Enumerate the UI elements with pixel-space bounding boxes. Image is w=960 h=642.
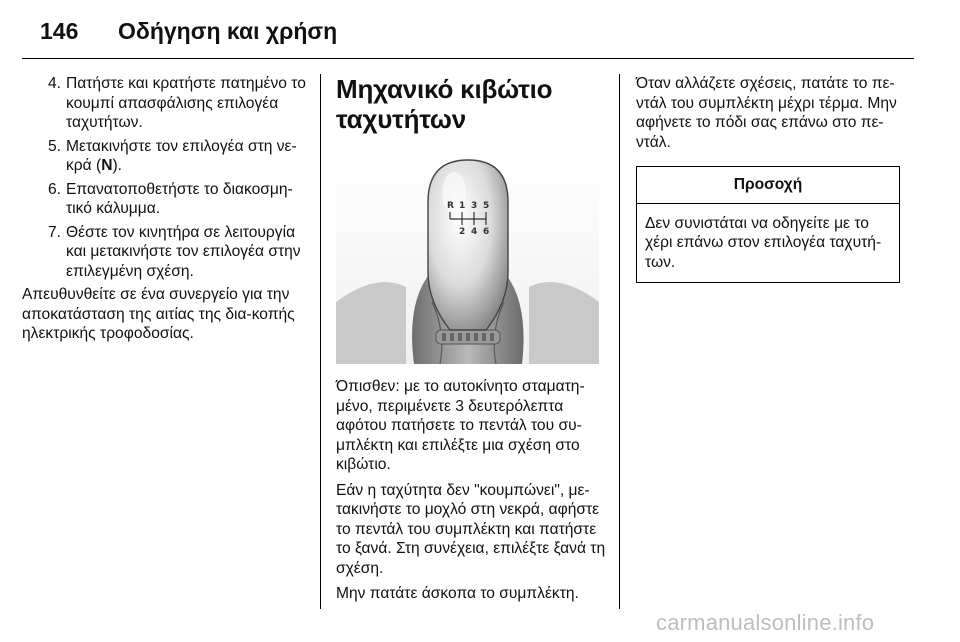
gear-label: 3 xyxy=(471,201,478,211)
body-paragraph: Όταν αλλάζετε σχέσεις, πατάτε το πε-ντάλ του συμπλέκτη μέχρι τέρμα. Μην αφήνετε το πόδι σας επάνω στο πε-ντάλ. xyxy=(636,75,897,151)
gear-label: 5 xyxy=(483,201,490,211)
body-paragraph: Μην πατάτε άσκοπα το συμπλέκτη. xyxy=(336,585,579,602)
step-list xyxy=(22,74,312,281)
step-text-after: ). xyxy=(112,157,123,174)
step-number: 5. xyxy=(48,137,62,155)
step-number: 7. xyxy=(48,223,62,241)
body-paragraph: Απευθυνθείτε σε ένα συνεργείο για την αποκατάσταση της αιτίας της δια-κοπής ηλεκτρικής τροφοδοσίας. xyxy=(22,286,295,342)
step-item xyxy=(22,137,312,176)
gear-shift-knob-illustration xyxy=(336,152,599,364)
step-item xyxy=(22,74,312,133)
gear-label: 2 xyxy=(459,227,466,237)
caution-text: Δεν συνιστάται να οδηγείτε με το χέρι επάνω στον επιλογέα ταχυτή-των. xyxy=(645,214,882,271)
step-text: Θέστε τον κινητήρα σε λειτουργία και μετακινήστε τον επιλογέα στην επιλεγμένη σχέση. xyxy=(66,223,301,280)
gear-knob xyxy=(428,160,508,330)
body-paragraph: Όπισθεν: με το αυτοκίνητο σταματη-μένο, περιμένετε 3 δευτερόλεπτα αφότου πατήσετε το πεντάλ του συ-μπλέκτη και επιλέξτε μια σχέση στο κιβώτιο. xyxy=(336,378,585,473)
step-item xyxy=(22,180,312,219)
watermark: carmanualsonline.info xyxy=(656,610,875,635)
middle-column xyxy=(336,74,606,610)
gear-label: 1 xyxy=(459,201,466,211)
gear-label: 6 xyxy=(483,227,490,237)
step-number: 4. xyxy=(48,75,62,92)
neutral-gear-label: N xyxy=(101,157,113,174)
gear-label: R xyxy=(447,201,454,211)
step-number: 6. xyxy=(48,180,62,198)
page-number: 146 xyxy=(40,18,79,44)
right-column xyxy=(636,74,902,283)
gear-label: 4 xyxy=(471,227,478,237)
step-text-before: Μετακινήστε τον επιλογέα στη νε-κρά ( xyxy=(66,137,297,174)
body-paragraph: Εάν η ταχύτητα δεν "κουμπώνει", με-τακινήστε το μοχλό στη νεκρά, αφήστε το πεντάλ του συμπλέκτη και πατήστε το ξανά. Στη συνέχεια, επιλέξτε ξανά τη σχέση. xyxy=(336,481,606,577)
step-text: Επανατοποθετήστε το διακοσμη-τικό κάλυμμα. xyxy=(66,180,293,217)
left-column xyxy=(22,74,312,350)
section-heading: Μηχανικό κιβώτιο ταχυτήτων xyxy=(336,74,553,134)
column-divider-2 xyxy=(619,74,620,609)
step-item xyxy=(22,223,312,282)
caution-box xyxy=(636,166,900,283)
header-rule xyxy=(22,58,914,59)
caution-title: Προσοχή xyxy=(637,167,899,204)
step-text: Πατήστε και κρατήστε πατημένο το κουμπί απασφάλισης επιλογέα ταχυτήτων. xyxy=(66,75,306,131)
section-title: Οδήγηση και χρήση xyxy=(118,18,338,44)
page-header xyxy=(0,0,960,62)
column-divider-1 xyxy=(320,74,321,609)
